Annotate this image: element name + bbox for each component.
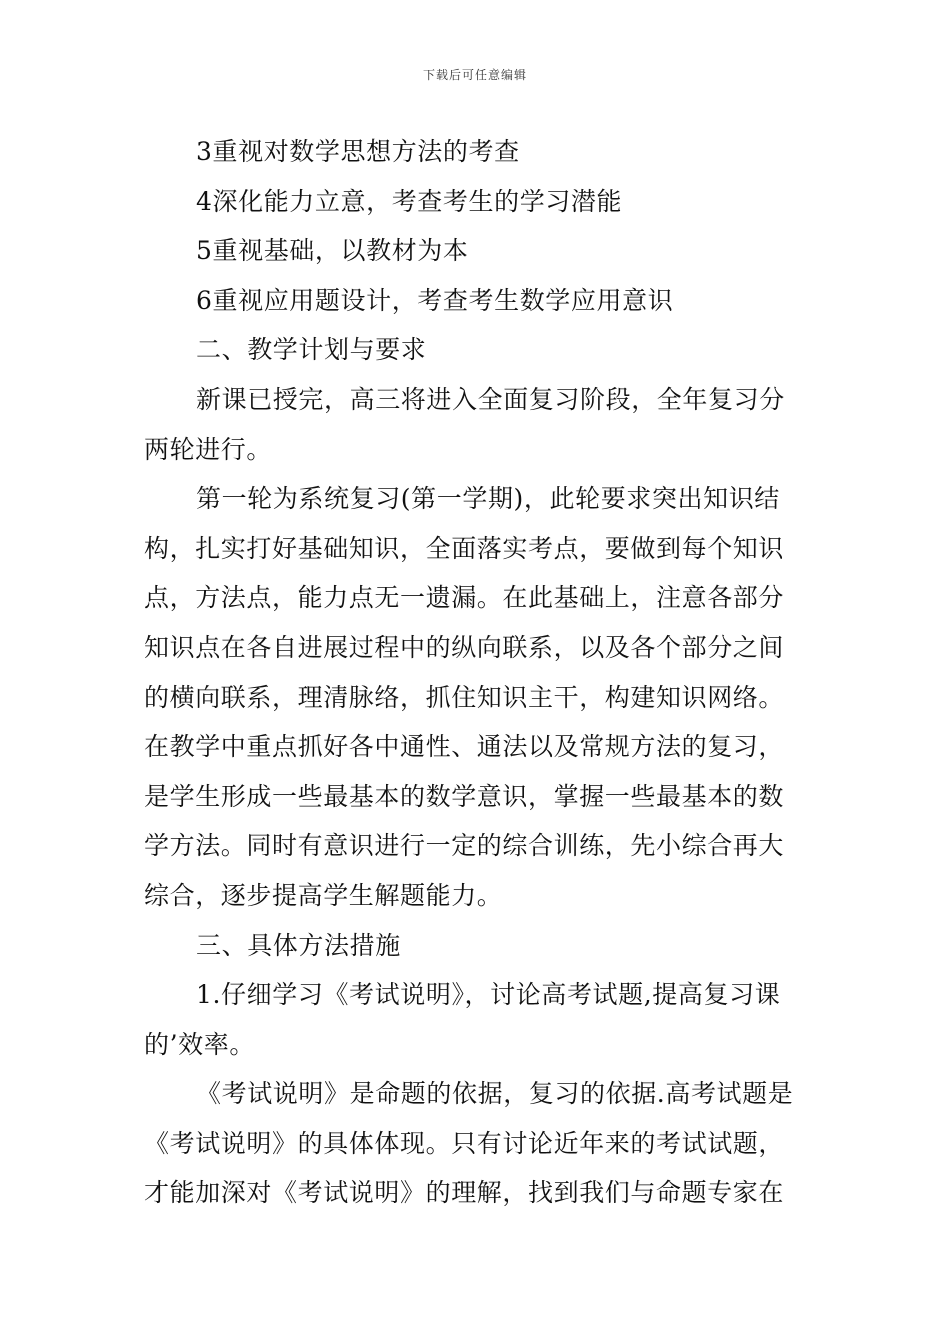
paragraph-line: 构，扎实打好基础知识，全面落实考点，要做到每个知识 [144,533,785,563]
list-item-6: 6重视应用题设计，考查考生数学应用意识 [196,285,674,315]
document-body [144,127,810,1218]
list-item-4: 4深化能力立意，考查考生的学习潜能 [196,186,623,216]
list-item-3: 3重视对数学思想方法的考查 [196,137,520,166]
paragraph-line: 在教学中重点抓好各中通性、通法以及常规方法的复习， [144,732,785,762]
section-heading-3: 三、具体方法措施 [196,930,401,960]
paragraph-line: 综合，逐步提高学生解题能力。 [144,880,503,910]
paragraph-line: 《考试说明》的具体体现。只有讨论近年来的考试试题， [144,1128,785,1158]
paragraph-line: 的横向联系，理清脉络，抓住知识主干，构建知识网络。 [144,682,785,712]
paragraph-line: 1.仔细学习《考试说明》，讨论高考试题,提高复习课 [196,980,781,1010]
paragraph-line: 新课已授完，高三将进入全面复习阶段，全年复习分 [196,384,785,414]
list-item-5: 5重视基础，以教材为本 [196,236,469,266]
paragraph-line: 第一轮为系统复习(第一学期)，此轮要求突出知识结 [196,484,780,514]
page-header: 下载后可任意编辑 [422,68,527,82]
section-heading-2: 二、教学计划与要求 [196,335,427,365]
paragraph-line: 的’效率。 [144,1029,255,1059]
paragraph-line: 才能加深对《考试说明》的理解，找到我们与命题专家在 [144,1178,785,1208]
paragraph-line: 知识点在各自进展过程中的纵向联系，以及各个部分之间 [144,632,785,662]
paragraph-line: 《考试说明》是命题的依据，复习的依据.高考试题是 [196,1079,794,1109]
paragraph-line: 两轮进行。 [144,434,273,464]
paragraph-line: 是学生形成一些最基本的数学意识，掌握一些最基本的数 [144,781,785,811]
paragraph-line: 点，方法点，能力点无一遗漏。在此基础上，注意各部分 [144,583,785,613]
paragraph-line: 学方法。同时有意识进行一定的综合训练，先小综合再大 [144,831,785,861]
